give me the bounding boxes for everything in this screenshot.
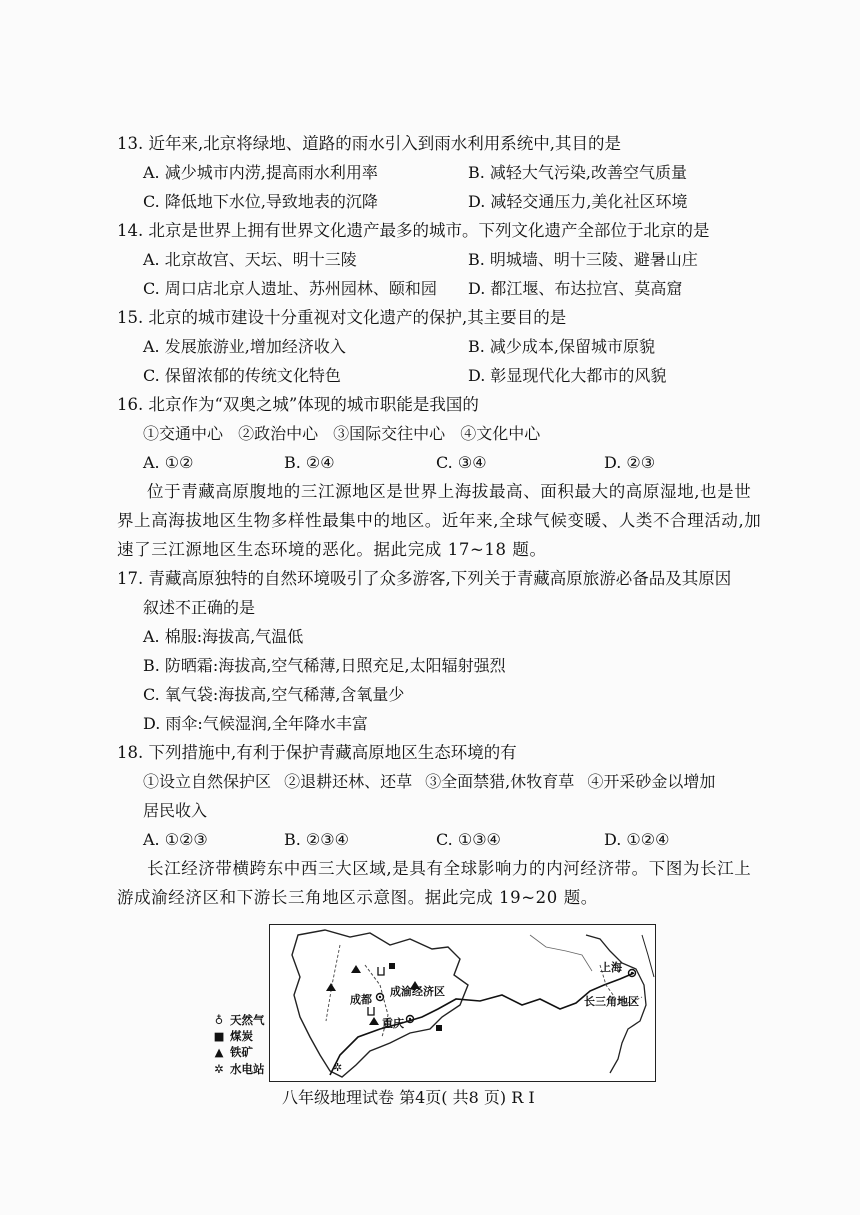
question-16-option-b: B. ②④: [284, 453, 335, 472]
iron-icon: ▲: [214, 1045, 224, 1059]
question-18-items-line-2: 居民收入: [143, 801, 208, 820]
passage-2-line-1: 长江经济带横跨东中西三大区域,是具有全球影响力的内河经济带。下图为长江上: [147, 859, 752, 878]
question-15-stem: 15. 北京的城市建设十分重视对文化遗产的保护,其主要目的是: [117, 308, 567, 327]
question-14-option-b: B. 明城墙、明十三陵、避暑山庄: [468, 250, 698, 269]
gas-site-2: [368, 1007, 374, 1015]
question-13-stem: 13. 近年来,北京将绿地、道路的雨水引入到雨水利用系统中,其目的是: [117, 134, 621, 153]
question-13-option-a: A. 减少城市内涝,提高雨水利用率: [143, 163, 378, 182]
question-17-option-c: C. 氧气袋:海拔高,空气稀薄,含氧量少: [143, 685, 405, 704]
question-17-option-b: B. 防晒霜:海拔高,空气稀薄,日照充足,太阳辐射强烈: [143, 656, 506, 675]
question-16-option-d: D. ②③: [604, 453, 656, 472]
question-15-option-c: C. 保留浓郁的传统文化特色: [143, 366, 341, 385]
map-label-chengyu: 成渝经济区: [390, 985, 445, 998]
chengyu-region-boundary: [292, 930, 468, 1077]
coal-icon: ■: [213, 1029, 225, 1043]
question-15-option-b: B. 减少成本,保留城市原貌: [468, 337, 656, 356]
question-16-option-c: C. ③④: [436, 453, 487, 472]
gas-icon: ♁: [214, 1013, 224, 1027]
legend-coal: [212, 1028, 253, 1044]
map-label-chongqing: 重庆: [382, 1017, 404, 1030]
page-footer: 八年级地理试卷 第4页( 共8 页) R I: [282, 1088, 535, 1107]
yangtze-map: [269, 924, 656, 1082]
question-14-option-a: A. 北京故宫、天坛、明十三陵: [143, 250, 357, 269]
legend-gas-label: 天然气: [230, 1013, 265, 1027]
hydropower-station: ✲: [333, 1061, 343, 1074]
passage-1-line-2: 界上高海拔地区生物多样性最集中的地区。近年来,全球气候变暖、人类不合理活动,加: [117, 511, 762, 530]
iron-mine-2: [326, 983, 336, 991]
question-18-option-a: A. ①②③: [143, 830, 208, 849]
iron-mine-1: [351, 965, 361, 973]
map-label-chengdu: 成都: [350, 993, 372, 1006]
question-16-option-a: A. ①②: [143, 453, 194, 472]
question-13-option-b: B. 减轻大气污染,改善空气质量: [468, 163, 688, 182]
question-18-items: ①设立自然保护区 ②退耕还林、还草 ③全面禁猎,休牧育草 ④开采砂金以增加: [143, 772, 716, 791]
question-18-option-b: B. ②③④: [284, 830, 349, 849]
question-16-items: ①交通中心 ②政治中心 ③国际交往中心 ④文化中心: [143, 424, 541, 443]
legend-coal-label: 煤炭: [230, 1029, 254, 1043]
question-18-stem: 18. 下列措施中,有利于保护青藏高原地区生态环境的有: [117, 743, 517, 762]
gas-site-1: [378, 967, 384, 975]
question-15-option-d: D. 彰显现代化大都市的风貌: [468, 366, 667, 385]
question-14-option-d: D. 都江堰、布达拉宫、莫高窟: [468, 279, 683, 298]
question-13-option-d: D. 减轻交通压力,美化社区环境: [468, 192, 688, 211]
question-17-option-a: A. 棉服:海拔高,气温低: [143, 627, 304, 646]
question-14-stem: 14. 北京是世界上拥有世界文化遗产最多的城市。下列文化遗产全部位于北京的是: [117, 221, 710, 240]
question-14-option-c: C. 周口店北京人遗址、苏州园林、颐和园: [143, 279, 437, 298]
question-17-stem: 17. 青藏高原独特的自然环境吸引了众多游客,下列关于青藏高原旅游必备品及其原因: [117, 569, 732, 588]
question-15-option-a: A. 发展旅游业,增加经济收入: [143, 337, 346, 356]
question-16-stem: 16. 北京作为“双奥之城”体现的城市职能是我国的: [117, 395, 479, 414]
question-17-stem-line-2: 叙述不正确的是: [143, 598, 256, 617]
legend-hydropower-label: 水电站: [230, 1062, 265, 1076]
map-label-yangtze-delta: 长三角地区: [584, 995, 639, 1008]
legend-iron: [212, 1044, 253, 1060]
coal-site-1: [389, 963, 395, 969]
passage-1-line-1: 位于青藏高原腹地的三江源地区是世界上海拔最高、面积最大的高原湿地,也是世: [147, 482, 752, 501]
hydropower-icon: ✲: [214, 1062, 224, 1076]
question-17-option-d: D. 雨伞:气候湿润,全年降水丰富: [143, 714, 368, 733]
legend-gas: [212, 1012, 265, 1028]
coal-site-2: [436, 1025, 442, 1031]
question-18-option-c: C. ①③④: [436, 830, 501, 849]
iron-mine-4: [369, 1017, 379, 1025]
legend-iron-label: 铁矿: [230, 1045, 254, 1059]
legend-hydropower: [212, 1061, 265, 1077]
passage-2-line-2: 游成渝经济区和下游长三角地区示意图。据此完成 19~20 题。: [117, 888, 598, 907]
question-18-option-d: D. ①②④: [604, 830, 670, 849]
question-13-option-c: C. 降低地下水位,导致地表的沉降: [143, 192, 378, 211]
passage-1-line-3: 速了三江源地区生态环境的恶化。据此完成 17~18 题。: [117, 540, 547, 559]
map-label-shanghai: 上海: [600, 961, 622, 974]
